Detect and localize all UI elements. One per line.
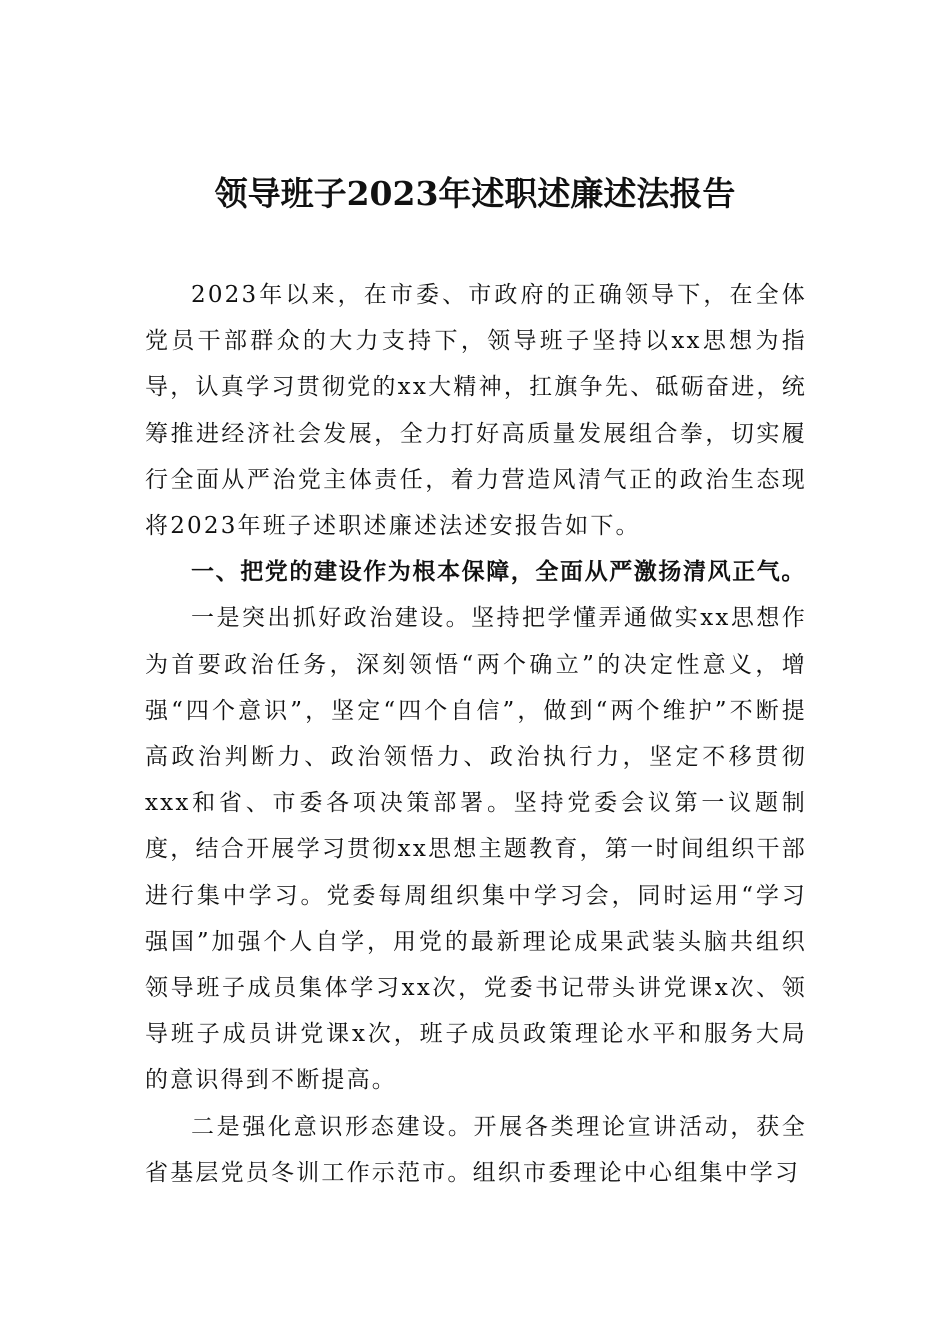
document-body (145, 272, 807, 1196)
section-paragraph-2: 二是强化意识形态建设。开展各类理论宣讲活动，获全省基层党员冬训工作示范市。组织市委理论中心组集中学习 (145, 1113, 807, 1186)
intro-paragraph: 2023年以来，在市委、市政府的正确领导下，在全体党员干部群众的大力支持下，领导班子坚持以xx思想为指导，认真学习贯彻党的xx大精神，扛旗争先、砥砺奋进，统筹推进经济社会发展，全力打好高质量发展组合拳，切实履行全面从严治党主体责任，着力营造风清气正的政治生态现将2023年班子述职述廉述法述安报告如下。 (145, 282, 807, 540)
section-paragraph-1: 一是突出抓好政治建设。坚持把学懂弄通做实xx思想作为首要政治任务，深刻领悟“两个确立”的决定性意义，增强“四个意识”，坚定“四个自信”，做到“两个维护”不断提高政治判断力、政治领悟力、政治执行力，坚定不移贯彻xxx和省、市委各项决策部署。坚持党委会议第一议题制度，结合开展学习贯彻xx思想主题教育，第一时间组织干部进行集中学习。党委每周组织集中学习会，同时运用“学习强国”加强个人自学，用党的最新理论成果武装头脑共组织领导班子成员集体学习xx次，党委书记带头讲党课x次、领导班子成员讲党课x次，班子成员政策理论水平和服务大局的意识得到不断提高。 (145, 605, 807, 1094)
document-title: 领导班子2023年述职述廉述法报告 (214, 174, 736, 213)
section-heading: 一、把党的建设作为根本保障，全面从严激扬清风正气。 (191, 559, 806, 586)
